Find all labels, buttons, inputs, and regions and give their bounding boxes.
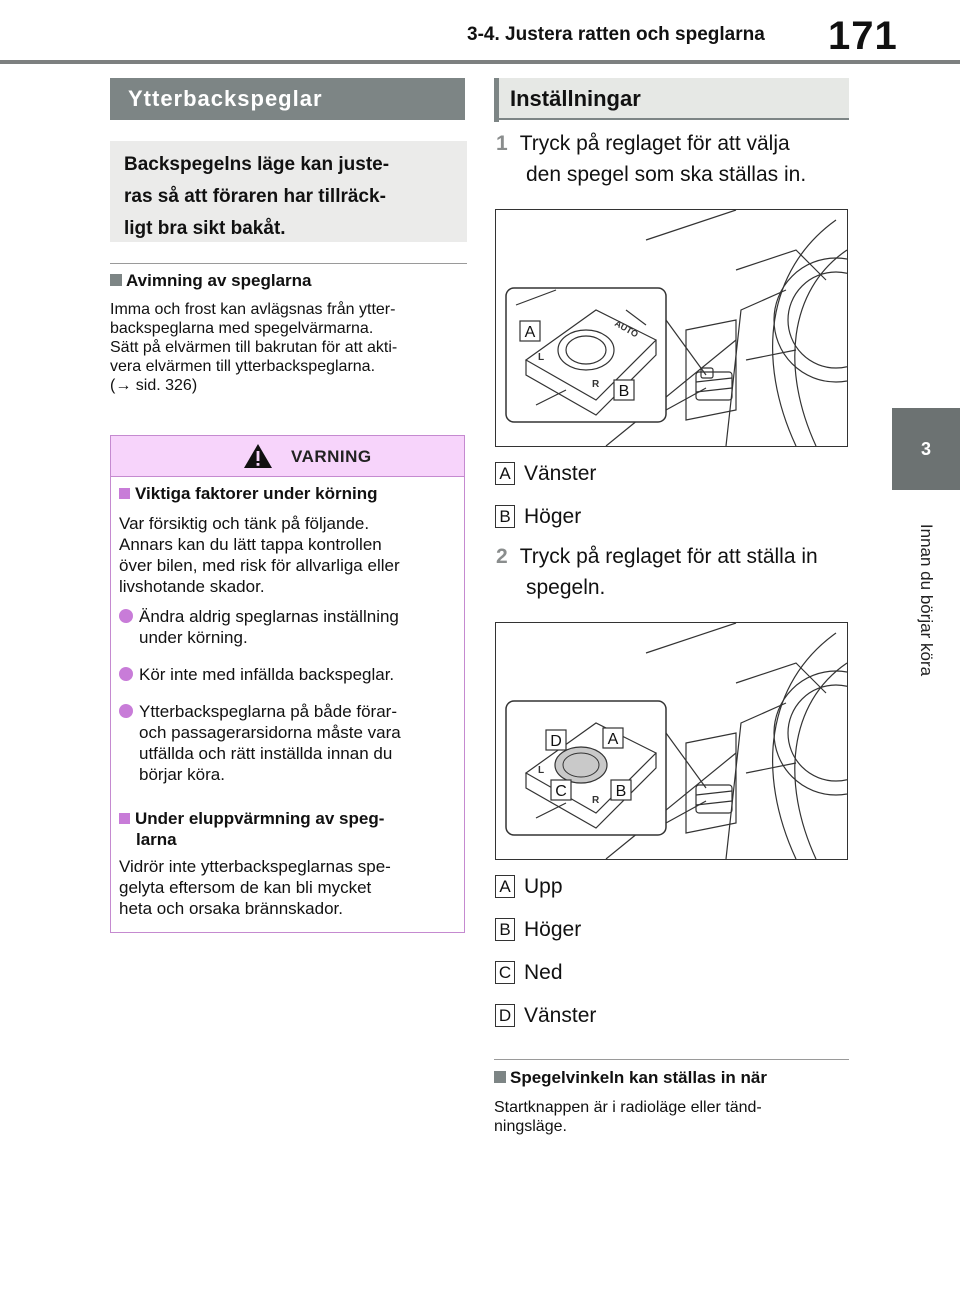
divider	[494, 1059, 849, 1060]
legend-item	[495, 875, 596, 918]
note-text	[494, 1098, 849, 1136]
text-line: Var försiktig och tänk på följande.	[119, 514, 370, 533]
text-line: gelyta eftersom de kan bli mycket	[119, 878, 372, 897]
text-line: heta och orsaka brännskador.	[119, 899, 343, 918]
legend-key: B	[495, 918, 515, 941]
text-line: Under eluppvärmning av speg-	[135, 809, 385, 828]
text-line: Annars kan du lätt tappa kontrollen	[119, 535, 382, 554]
text-line: Tryck på reglaget för att välja	[519, 132, 790, 155]
text-line: larna	[136, 830, 177, 849]
right-switch-label: R	[592, 379, 600, 390]
text-line: och passagerarsidorna måste vara	[139, 723, 401, 742]
text-line: över bilen, med risk för allvarliga eller	[119, 556, 400, 575]
defog-heading-text: Avimning av speglarna	[126, 271, 312, 290]
page-reference[interactable]: (→ sid. 326)	[110, 377, 198, 394]
step-2	[496, 541, 818, 603]
text-line: Ändra aldrig speglarnas inställning	[139, 607, 399, 626]
text-line: spegeln.	[526, 576, 606, 599]
square-bullet-icon	[119, 488, 130, 499]
step-number: 2	[496, 545, 508, 568]
section-title-right: Inställningar	[494, 78, 849, 120]
warning-heading-text: Viktiga faktorer under körning	[135, 484, 378, 503]
page-number: 171	[828, 14, 898, 58]
bullet-dot-icon	[119, 609, 133, 623]
legend-key: D	[495, 1004, 515, 1027]
bullet-dot-icon	[119, 704, 133, 718]
mirror-switch-illustration-1	[495, 209, 848, 447]
legend-text: Höger	[524, 918, 582, 941]
legend-item	[495, 918, 596, 961]
text-line: backspeglarna med spegelvärmarna.	[110, 320, 374, 337]
legend-key: A	[495, 875, 515, 898]
legend-text: Vänster	[524, 462, 597, 485]
callout-b: B	[618, 383, 630, 400]
chapter-tab-label-text: Innan du börjar köra	[917, 523, 936, 677]
step-1	[496, 128, 806, 190]
intro-line: ras så att föraren har tillräck-	[124, 186, 386, 207]
left-switch-label: L	[538, 352, 545, 363]
warning-bullet	[119, 664, 394, 685]
note-heading	[494, 1068, 767, 1088]
square-bullet-icon	[119, 813, 130, 824]
text-line: den spegel som ska ställas in.	[526, 163, 807, 186]
chapter-header-title: 3-4. Justera ratten och speglarna	[467, 24, 765, 45]
text-line: utfällda och rätt inställda innan du	[139, 744, 393, 763]
text-line: Tryck på reglaget för att ställa in	[519, 545, 818, 568]
text-line: Imma och frost kan avlägsnas från ytter-	[110, 301, 396, 318]
section-title-left: Ytterbackspeglar	[110, 78, 465, 120]
note-heading-text: Spegelvinkeln kan ställas in när	[510, 1068, 767, 1087]
text-line: ningsläge.	[494, 1118, 567, 1135]
square-bullet-icon	[110, 274, 122, 286]
legend-key: B	[495, 505, 515, 528]
intro-line: ligt bra sikt bakåt.	[124, 218, 286, 239]
auto-label: AUTO	[613, 318, 640, 340]
text-line: Ytterbackspeglarna på både förar-	[139, 702, 397, 721]
warning-header	[111, 436, 464, 477]
callout-a: A	[524, 324, 536, 341]
left-switch-label: L	[538, 765, 545, 776]
mirror-adjust-drawing	[496, 623, 847, 859]
text-line: vera elvärmen till ytterbackspeglarna.	[110, 358, 376, 375]
callout-c: C	[555, 783, 567, 800]
chapter-tab: 3	[892, 408, 960, 490]
mirror-switch-illustration-2	[495, 622, 848, 860]
defog-heading	[110, 271, 311, 291]
warning-paragraph	[119, 856, 391, 919]
intro-line: Backspegelns läge kan juste-	[124, 154, 390, 175]
legend-text: Höger	[524, 505, 582, 528]
header-rule	[0, 60, 960, 64]
callout-a: A	[607, 731, 619, 748]
legend-item	[495, 1004, 596, 1047]
text-line: Startknappen är i radioläge eller tänd-	[494, 1099, 762, 1116]
text-line: börjar köra.	[139, 765, 225, 784]
legend-key: C	[495, 961, 515, 984]
warning-title: VARNING	[291, 447, 372, 466]
callout-d: D	[550, 733, 562, 750]
defog-text	[110, 300, 470, 395]
square-bullet-icon	[494, 1071, 506, 1083]
warning-box	[110, 435, 465, 933]
legend-text: Upp	[524, 875, 563, 898]
legend-text: Ned	[524, 961, 563, 984]
text-line: Sätt på elvärmen till bakrutan för att akti-	[110, 339, 398, 356]
text-line: Kör inte med infällda backspeglar.	[139, 665, 395, 684]
warning-paragraph	[119, 513, 400, 597]
bullet-dot-icon	[119, 667, 133, 681]
intro-box	[110, 141, 467, 242]
legend-text: Vänster	[524, 1004, 597, 1027]
text-line: Vidrör inte ytterbackspeglarnas spe-	[119, 857, 391, 876]
warning-bullet	[119, 701, 401, 785]
chapter-tab-label	[872, 510, 960, 690]
text-line: livshotande skador.	[119, 577, 265, 596]
right-switch-label: R	[592, 795, 600, 806]
text-line: under körning.	[139, 628, 248, 647]
warning-triangle-icon	[243, 443, 273, 469]
warning-bullet	[119, 606, 399, 648]
warning-heading	[119, 483, 377, 504]
legend-key: A	[495, 462, 515, 485]
callout-b: B	[615, 783, 627, 800]
legend-item	[495, 961, 596, 1004]
mirror-switch-drawing	[496, 210, 847, 446]
legend-2	[495, 875, 596, 1047]
legend-1	[495, 462, 596, 548]
divider	[110, 263, 467, 264]
legend-item	[495, 462, 596, 505]
warning-heading	[119, 808, 384, 850]
step-number: 1	[496, 132, 508, 155]
